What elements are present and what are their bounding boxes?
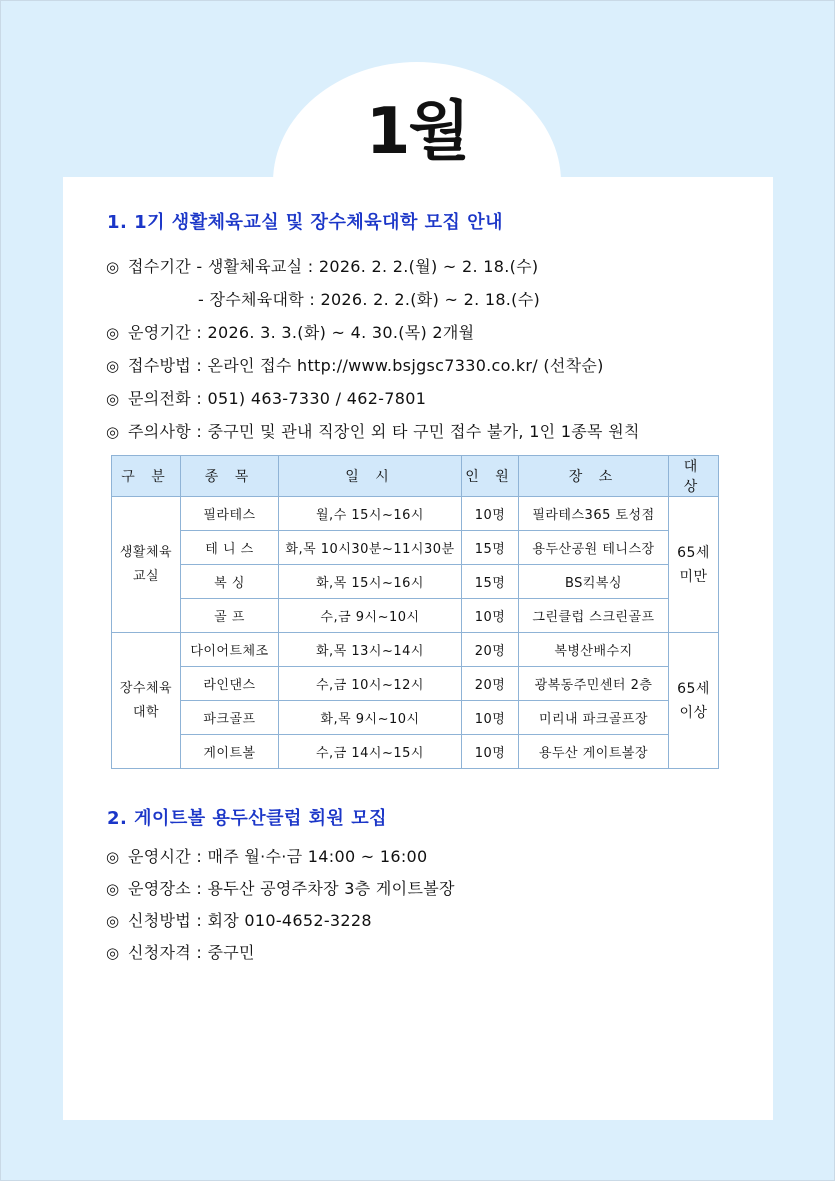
bullet-icon: ◎ (106, 912, 120, 930)
page-title: 1월 (365, 95, 469, 169)
table-row (112, 497, 719, 531)
section2-line-2 (106, 876, 455, 899)
section1-line-text: - 장수체육대학 : 2026. 2. 2.(화) ~ 2. 18.(수) (198, 290, 541, 309)
capacity-cell: 20명 (462, 633, 519, 667)
table-row (112, 735, 719, 769)
bullet-icon: ◎ (106, 324, 120, 342)
target-line: 65세 (677, 544, 710, 561)
section1-line-text: 운영기간 : 2026. 3. 3.(화) ~ 4. 30.(목) 2개월 (128, 323, 475, 342)
capacity-cell: 10명 (462, 599, 519, 633)
section2-title: 2. 게이트볼 용두산클럽 회원 모집 (107, 808, 387, 829)
section2-line-1 (106, 844, 428, 867)
program-cell: 필라테스 (181, 497, 279, 531)
location-cell: 복병산배수지 (519, 633, 669, 667)
group-cell (112, 633, 181, 769)
section1-line-6 (106, 419, 640, 442)
group-name-line: 생활체육 (119, 544, 173, 560)
group-name-line: 대학 (132, 704, 160, 720)
program-cell: 파크골프 (181, 701, 279, 735)
bullet-icon: ◎ (106, 944, 120, 962)
section2-line-text: 운영시간 : 매주 월·수·금 14:00 ~ 16:00 (128, 847, 428, 866)
location-cell: BS킥복싱 (519, 565, 669, 599)
location-cell: 용두산 게이트볼장 (519, 735, 669, 769)
schedule-cell: 화,목 9시~10시 (279, 701, 462, 735)
schedule-cell: 화,목 10시30분~11시30분 (279, 531, 462, 565)
bullet-icon: ◎ (106, 258, 120, 276)
header-category: 구 분 (112, 456, 181, 497)
program-cell: 복 싱 (181, 565, 279, 599)
capacity-cell: 15명 (462, 565, 519, 599)
schedule-table (111, 455, 719, 769)
header-schedule: 일 시 (279, 456, 462, 497)
table-row (112, 633, 719, 667)
target-cell (669, 633, 719, 769)
schedule-cell: 화,목 15시~16시 (279, 565, 462, 599)
capacity-cell: 10명 (462, 701, 519, 735)
program-cell: 다이어트체조 (181, 633, 279, 667)
location-cell: 미리내 파크골프장 (519, 701, 669, 735)
schedule-cell: 화,목 13시~14시 (279, 633, 462, 667)
table-row (112, 701, 719, 735)
capacity-cell: 10명 (462, 497, 519, 531)
table-row (112, 531, 719, 565)
group-name-line: 교실 (132, 568, 160, 584)
schedule-cell: 월,수 15시~16시 (279, 497, 462, 531)
section1-line-4 (106, 353, 604, 376)
section1-line-text: 문의전화 : 051) 463-7330 / 462-7801 (128, 389, 427, 408)
section2-line-3 (106, 908, 372, 931)
section2-line-4 (106, 940, 255, 963)
section1-line-text: 주의사항 : 중구민 및 관내 직장인 외 타 구민 접수 불가, 1인 1종목 원칙 (128, 422, 640, 441)
header-program: 종 목 (181, 456, 279, 497)
bullet-icon: ◎ (106, 357, 120, 375)
bullet-icon: ◎ (106, 390, 120, 408)
program-cell: 라인댄스 (181, 667, 279, 701)
section2-line-text: 신청자격 : 중구민 (128, 943, 255, 962)
header-location: 장 소 (519, 456, 669, 497)
program-cell: 테 니 스 (181, 531, 279, 565)
target-line: 65세 (677, 680, 710, 697)
section1-line-5 (106, 386, 426, 409)
schedule-cell: 수,금 10시~12시 (279, 667, 462, 701)
schedule-cell: 수,금 9시~10시 (279, 599, 462, 633)
bullet-icon: ◎ (106, 880, 120, 898)
section1-line-2 (198, 287, 540, 310)
section1-line-text: 접수기간 - 생활체육교실 : 2026. 2. 2.(월) ~ 2. 18.(수) (128, 257, 539, 276)
location-cell: 필라테스365 토성점 (519, 497, 669, 531)
table-header-row (112, 456, 719, 497)
target-cell (669, 497, 719, 633)
section1-line-1 (106, 254, 538, 277)
section1-line-text: 접수방법 : 온라인 접수 http://www.bsjgsc7330.co.kr/ (선착순) (128, 356, 604, 375)
target-line: 이상 (679, 704, 708, 721)
section1-line-3 (106, 320, 474, 343)
group-cell (112, 497, 181, 633)
header-target: 대 상 (669, 456, 719, 497)
section2-line-text: 신청방법 : 회장 010-4652-3228 (128, 911, 372, 930)
section2-line-text: 운영장소 : 용두산 공영주차장 3층 게이트볼장 (128, 879, 455, 898)
table-row (112, 599, 719, 633)
table-row (112, 667, 719, 701)
target-line: 미만 (679, 568, 708, 585)
schedule-cell: 수,금 14시~15시 (279, 735, 462, 769)
capacity-cell: 20명 (462, 667, 519, 701)
bullet-icon: ◎ (106, 848, 120, 866)
location-cell: 그린클럽 스크린골프 (519, 599, 669, 633)
capacity-cell: 10명 (462, 735, 519, 769)
program-cell: 게이트볼 (181, 735, 279, 769)
header-capacity: 인 원 (462, 456, 519, 497)
program-cell: 골 프 (181, 599, 279, 633)
location-cell: 광복동주민센터 2층 (519, 667, 669, 701)
table-row (112, 565, 719, 599)
section1-title: 1. 1기 생활체육교실 및 장수체육대학 모집 안내 (107, 212, 503, 233)
bullet-icon: ◎ (106, 423, 120, 441)
group-name-line: 장수체육 (119, 680, 173, 696)
location-cell: 용두산공원 테니스장 (519, 531, 669, 565)
capacity-cell: 15명 (462, 531, 519, 565)
